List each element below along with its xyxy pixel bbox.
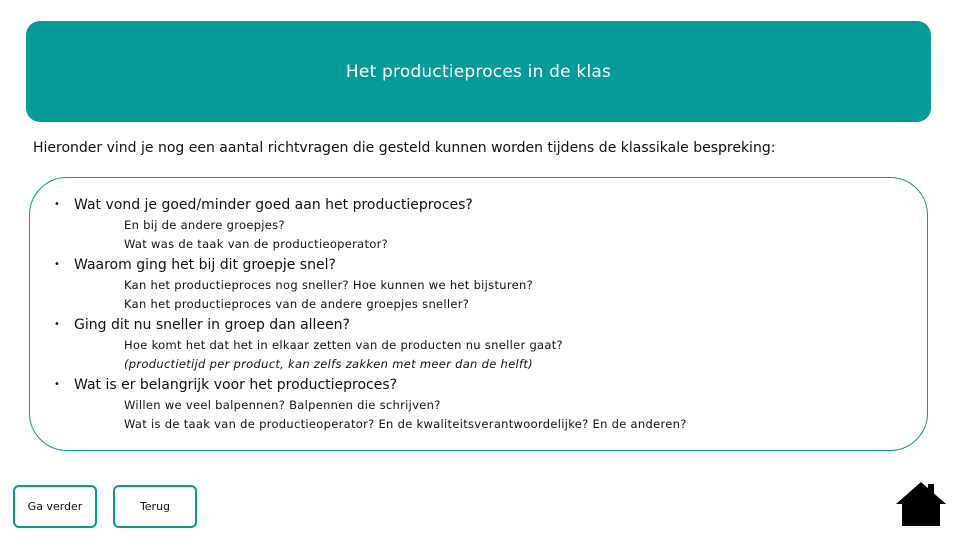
bullet-icon: • bbox=[54, 199, 60, 210]
bullet-icon: • bbox=[54, 259, 60, 270]
question-text: Waarom ging het bij dit groepje snel? bbox=[74, 257, 336, 273]
bullet-icon: • bbox=[54, 319, 60, 330]
question-item bbox=[54, 197, 473, 213]
question-text: Ging dit nu sneller in groep dan alleen? bbox=[74, 317, 350, 333]
sub-question: Willen we veel balpennen? Balpennen die schrijven? bbox=[124, 398, 441, 412]
title-banner bbox=[26, 21, 931, 122]
question-text: Wat is er belangrijk voor het productieproces? bbox=[74, 377, 398, 393]
question-text: Wat vond je goed/minder goed aan het productieproces? bbox=[74, 197, 473, 213]
back-button[interactable]: Terug bbox=[113, 485, 197, 528]
intro-text: Hieronder vind je nog een aantal richtvragen die gesteld kunnen worden tijdens de klassikale bespreking: bbox=[33, 140, 776, 156]
sub-question: En bij de andere groepjes? bbox=[124, 218, 285, 232]
sub-question-note: (productietijd per product, kan zelfs zakken met meer dan de helft) bbox=[124, 357, 533, 371]
next-button[interactable]: Ga verder bbox=[13, 485, 97, 528]
sub-question: Hoe komt het dat het in elkaar zetten van de producten nu sneller gaat? bbox=[124, 338, 563, 352]
page-title: Het productieproces in de klas bbox=[345, 61, 612, 82]
bullet-icon: • bbox=[54, 379, 60, 390]
question-item bbox=[54, 257, 336, 273]
question-item bbox=[54, 377, 397, 393]
home-icon[interactable] bbox=[894, 480, 948, 528]
sub-question: Kan het productieproces van de andere groepjes sneller? bbox=[124, 297, 470, 311]
sub-question: Kan het productieproces nog sneller? Hoe kunnen we het bijsturen? bbox=[124, 278, 533, 292]
sub-question: Wat was de taak van de productieoperator? bbox=[124, 237, 389, 251]
sub-question: Wat is de taak van de productieoperator? En de kwaliteitsverantwoordelijke? En de anderen? bbox=[124, 417, 687, 431]
question-item bbox=[54, 317, 350, 333]
